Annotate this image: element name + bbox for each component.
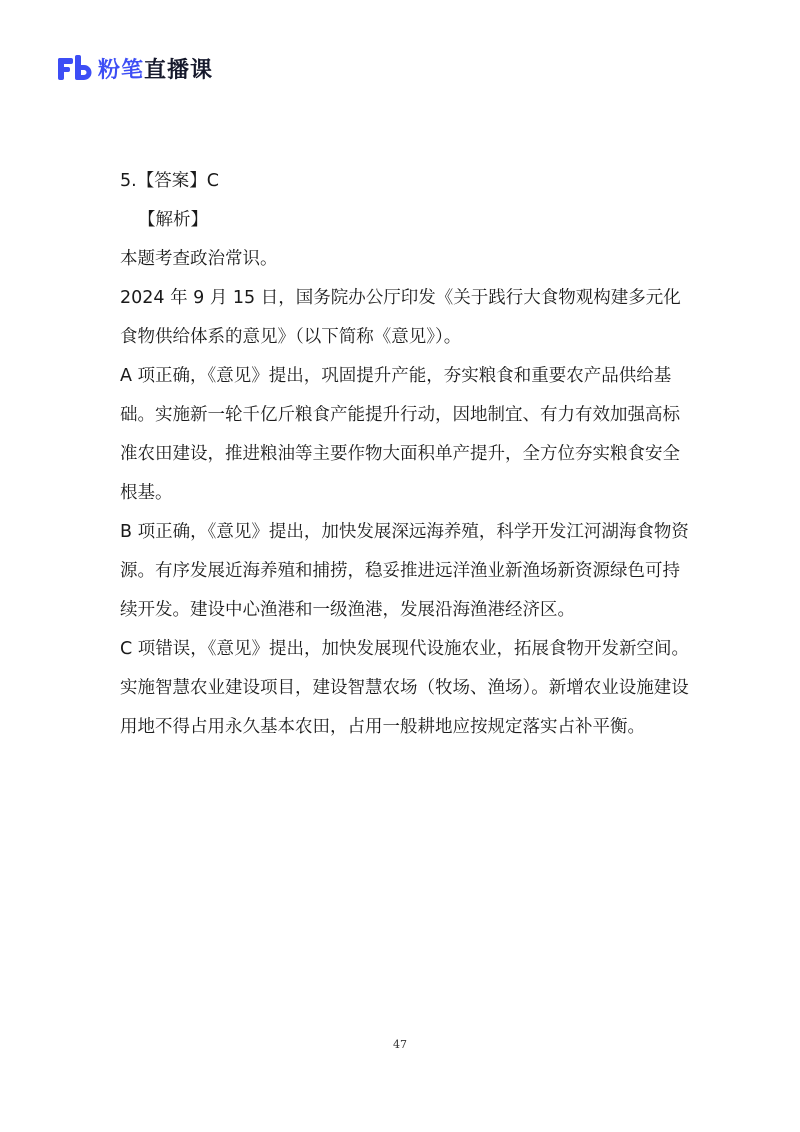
option-b-paragraph: B 项正确，《意见》提出，加快发展深远海养殖，科学开发江河湖海食物资源。有序发展近海养殖和捕捞，稳妥推进远洋渔业新渔场新资源绿色可持续开发。建设中心渔港和一级渔港，发展沿海渔港经济区。 — [120, 522, 689, 620]
option-c-paragraph: C 项错误，《意见》提出，加快发展现代设施农业，拓展食物开发新空间。实施智慧农业建设项目，建设智慧农场（牧场、渔场）。新增农业设施建设用地不得占用永久基本农田，占用一般耕地应按规定落实占补平衡。 — [120, 639, 690, 737]
answer-explanation — [120, 162, 690, 747]
header-logo — [58, 52, 213, 84]
product-name: 直播课 — [144, 57, 214, 83]
answer-line: 5.【答案】C — [120, 171, 219, 191]
fenbi-fb-logo-icon — [58, 55, 94, 81]
intro-paragraph: 本题考查政治常识。 — [120, 249, 278, 269]
logo-text — [98, 53, 213, 84]
option-a-paragraph: A 项正确，《意见》提出，巩固提升产能，夯实粮食和重要农产品供给基础。实施新一轮千亿斤粮食产能提升行动，因地制宜、有力有效加强高标准农田建设，推进粮油等主要作物大面积单产提升，全方位夯实粮食安全根基。 — [120, 366, 680, 503]
analysis-label: 【解析】 — [138, 210, 208, 230]
background-paragraph: 2024 年 9 月 15 日，国务院办公厅印发《关于践行大食物观构建多元化食物供给体系的意见》（以下简称《意见》）。 — [120, 288, 681, 347]
brand-name: 粉笔 — [98, 57, 145, 83]
page-number: 47 — [393, 1038, 407, 1051]
